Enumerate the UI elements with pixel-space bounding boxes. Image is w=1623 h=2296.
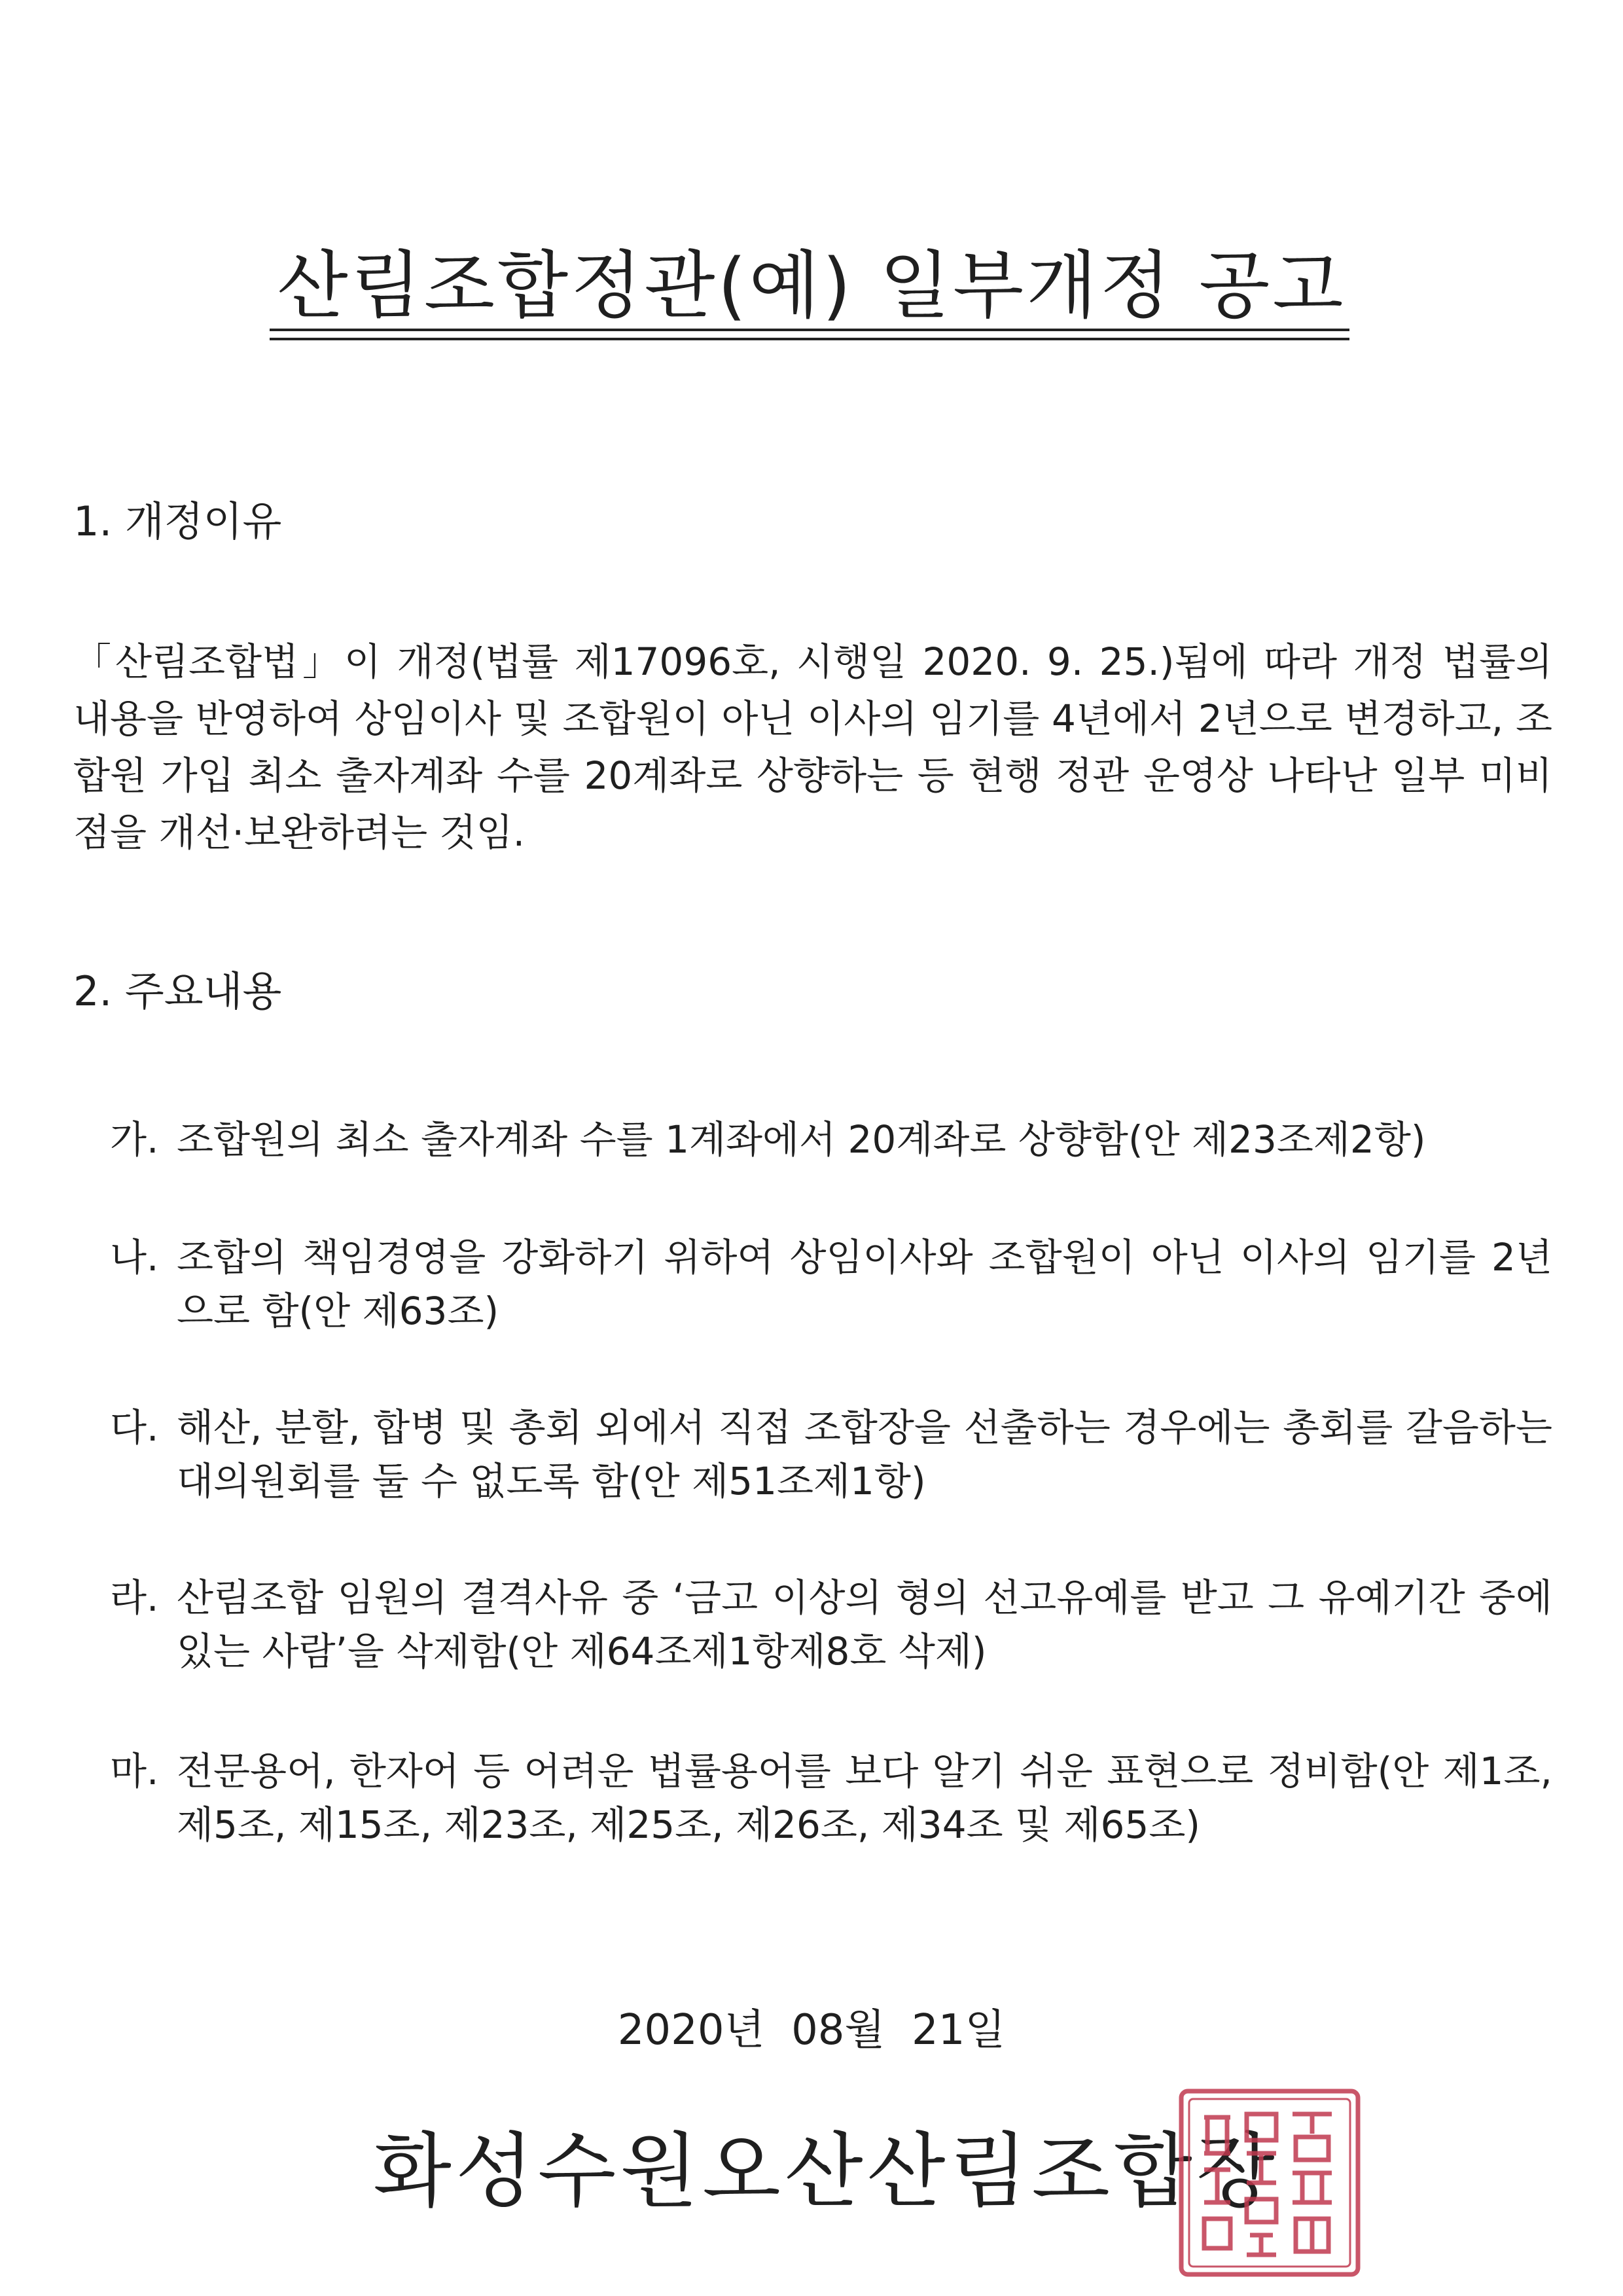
section-2-heading: 2. 주요내용 (73, 967, 282, 1015)
issuer-name: 화성수원오산산림조합장 (373, 2125, 1279, 2219)
section-1-heading: 1. 개정이유 (73, 497, 282, 545)
section-1-body: 「산림조합법」이 개정(법률 제17096호, 시행일 2020. 9. 25.)됨에 따라 개정 법률의 내용을 반영하여 상임이사 및 조합원이 아닌 이사의 임기를 4년에서 2년으로 변경하고, 조합원 가입 최소 출자계좌 수를 20계좌로 상향하는 등 현행 정관 운영상 나타난 일부 미비점을 개선·보완하려는 것임. (73, 639, 1552, 855)
list-item (110, 1230, 1552, 1338)
list-item-text: 산림조합 임원의 결격사유 중 ‘금고 이상의 형의 선고유예를 받고 그 유예기간 중에 있는 사람’을 삭제함(안 제64조제1항제8호 삭제) (177, 1575, 1552, 1674)
list-item-text: 해산, 분할, 합병 및 총회 외에서 직접 조합장을 선출하는 경우에는 총회를 갈음하는 대의원회를 둘 수 없도록 함(안 제51조제1항) (177, 1405, 1552, 1503)
official-seal-stamp (1175, 2085, 1364, 2281)
list-item (110, 1401, 1552, 1508)
list-item-marker: 마. (110, 1749, 159, 1793)
list-item (110, 1113, 1552, 1166)
list-item-marker: 가. (110, 1117, 159, 1162)
issue-date: 2020년 08월 21일 (617, 2006, 1006, 2054)
list-item-marker: 다. (110, 1405, 159, 1450)
list-item-marker: 라. (110, 1575, 159, 1620)
document-title: 산림조합정관(예) 일부개정 공고 (277, 243, 1346, 329)
list-item-text: 조합의 책임경영을 강화하기 위하여 상임이사와 조합원이 아닌 이사의 임기를 2년으로 함(안 제63조) (177, 1235, 1552, 1333)
list-item (110, 1744, 1552, 1852)
title-underline-upper (270, 329, 1349, 331)
list-item-text: 전문용어, 한자어 등 어려운 법률용어를 보다 알기 쉬운 표현으로 정비함(안 제1조, 제5조, 제15조, 제23조, 제25조, 제26조, 제34조 및 제65조) (177, 1749, 1552, 1847)
list-item-text: 조합원의 최소 출자계좌 수를 1계좌에서 20계좌로 상향함(안 제23조제2항) (177, 1117, 1426, 1162)
title-underline-lower (270, 338, 1349, 340)
list-item (110, 1571, 1552, 1678)
list-item-marker: 나. (110, 1235, 159, 1280)
